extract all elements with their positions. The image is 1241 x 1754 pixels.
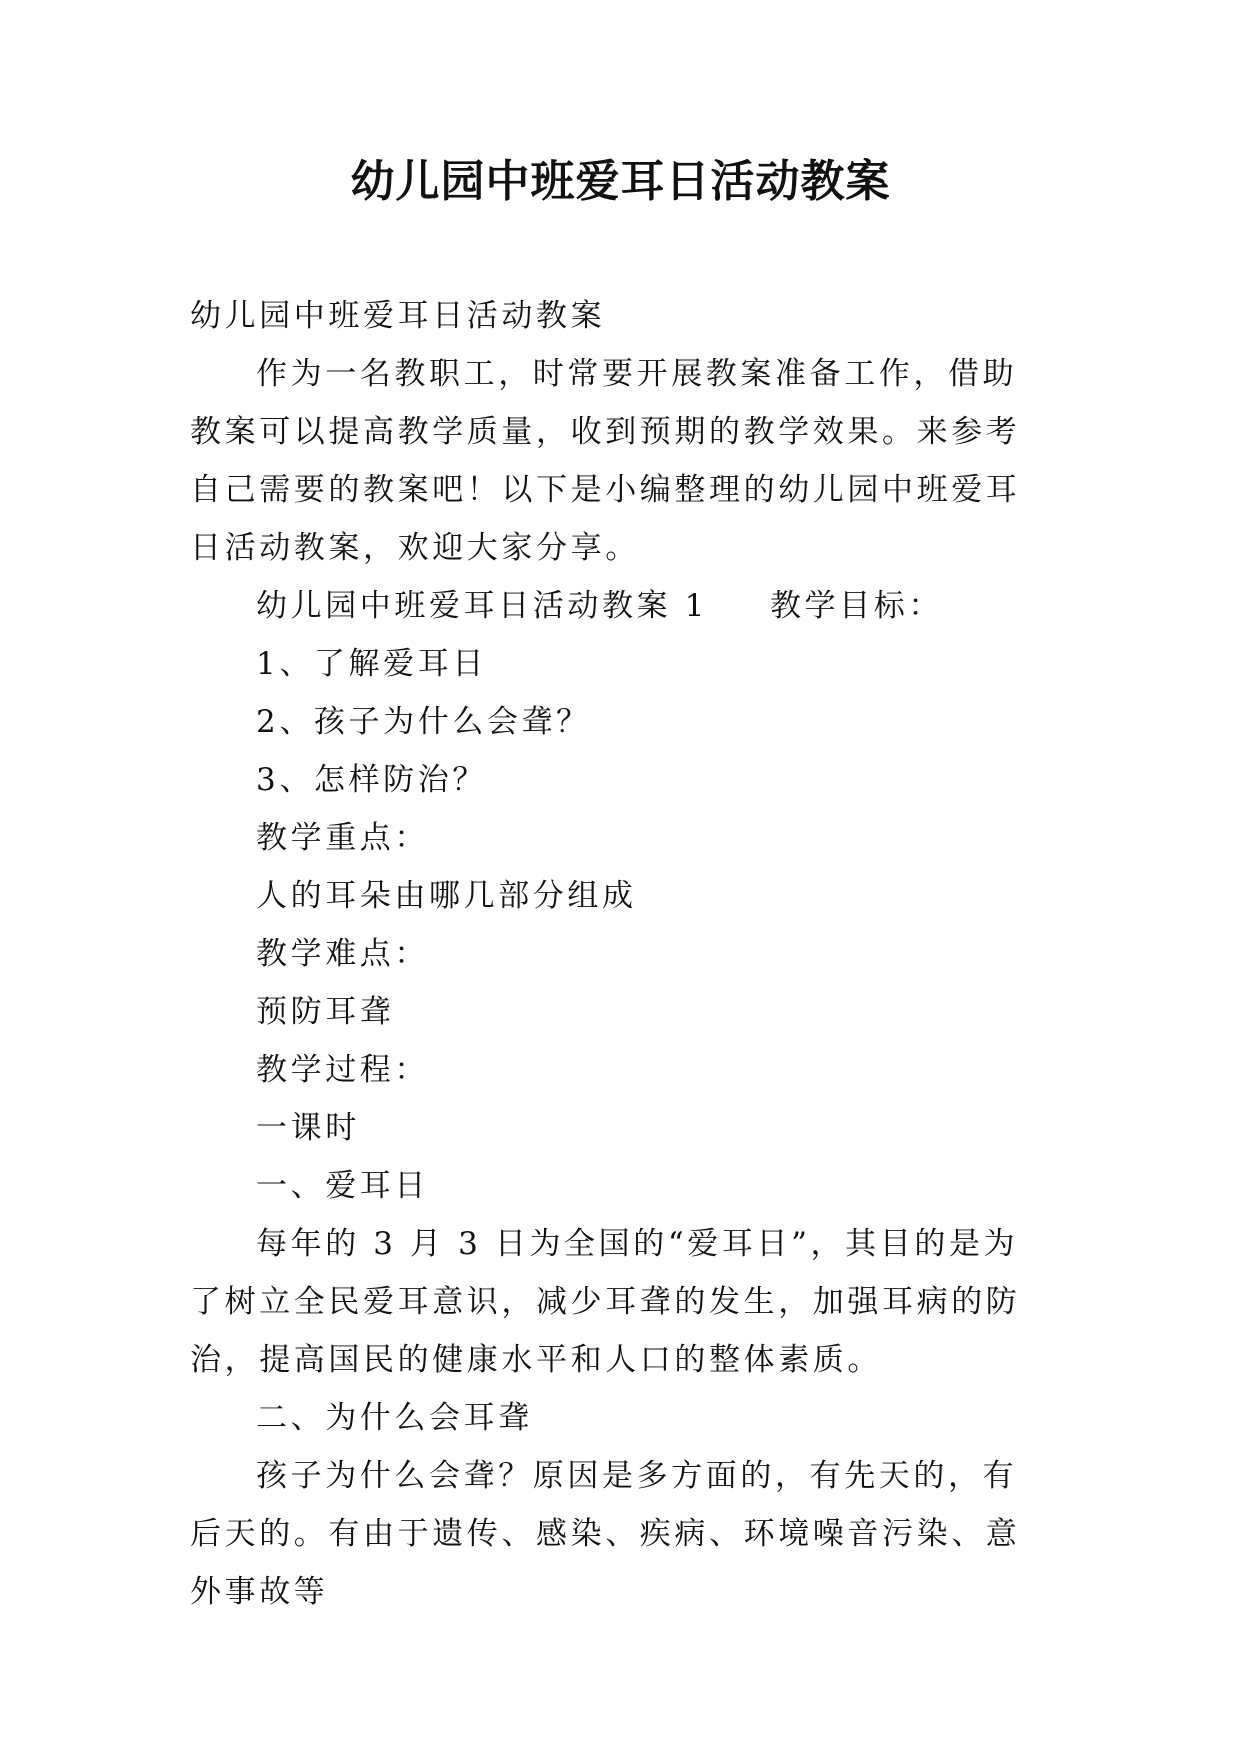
process-label: 教学过程： [256, 1052, 429, 1088]
lesson-title: 幼儿园中班爱耳日活动教案 1 [256, 588, 708, 624]
paragraph-deafness-causes: 孩子为什么会聋？原因是多方面的，有先天的，有后天的。有由于遗传、感染、疾病、环境噪音污染、意外事故等 [190, 1458, 1021, 1610]
goal-item-1: 1、了解爱耳日 [256, 646, 487, 682]
lesson-period: 一课时 [256, 1110, 360, 1146]
paragraph-intro: 作为一名教职工，时常要开展教案准备工作，借助教案可以提高教学质量，收到预期的教学效果。来参考自己需要的教案吧！以下是小编整理的幼儿园中班爱耳日活动教案，欢迎大家分享。 [190, 356, 1021, 566]
difficulty-label: 教学难点： [256, 936, 429, 972]
teaching-goals-label: 教学目标： [769, 588, 943, 624]
section-heading-1: 一、爱耳日 [256, 1168, 429, 1204]
key-point-label: 教学重点： [256, 820, 429, 856]
section-heading-2: 二、为什么会耳聋 [256, 1400, 533, 1436]
goal-item-2: 2、孩子为什么会聋？ [256, 704, 591, 740]
key-point-text: 人的耳朵由哪几部分组成 [256, 878, 637, 914]
paragraph-lesson-heading [190, 577, 1050, 635]
paragraph-subtitle: 幼儿园中班爱耳日活动教案 [190, 298, 606, 334]
goal-item-3: 3、怎样防治？ [256, 762, 487, 798]
document-title: 幼儿园中班爱耳日活动教案 [350, 156, 891, 207]
paragraph-ear-day: 每年的 3 月 3 日为全国的“爱耳日”，其目的是为了树立全民爱耳意识，减少耳聋的发生，加强耳病的防治，提高国民的健康水平和人口的整体素质。 [190, 1226, 1021, 1378]
difficulty-text: 预防耳聋 [256, 994, 395, 1030]
document-body [190, 287, 1050, 1621]
